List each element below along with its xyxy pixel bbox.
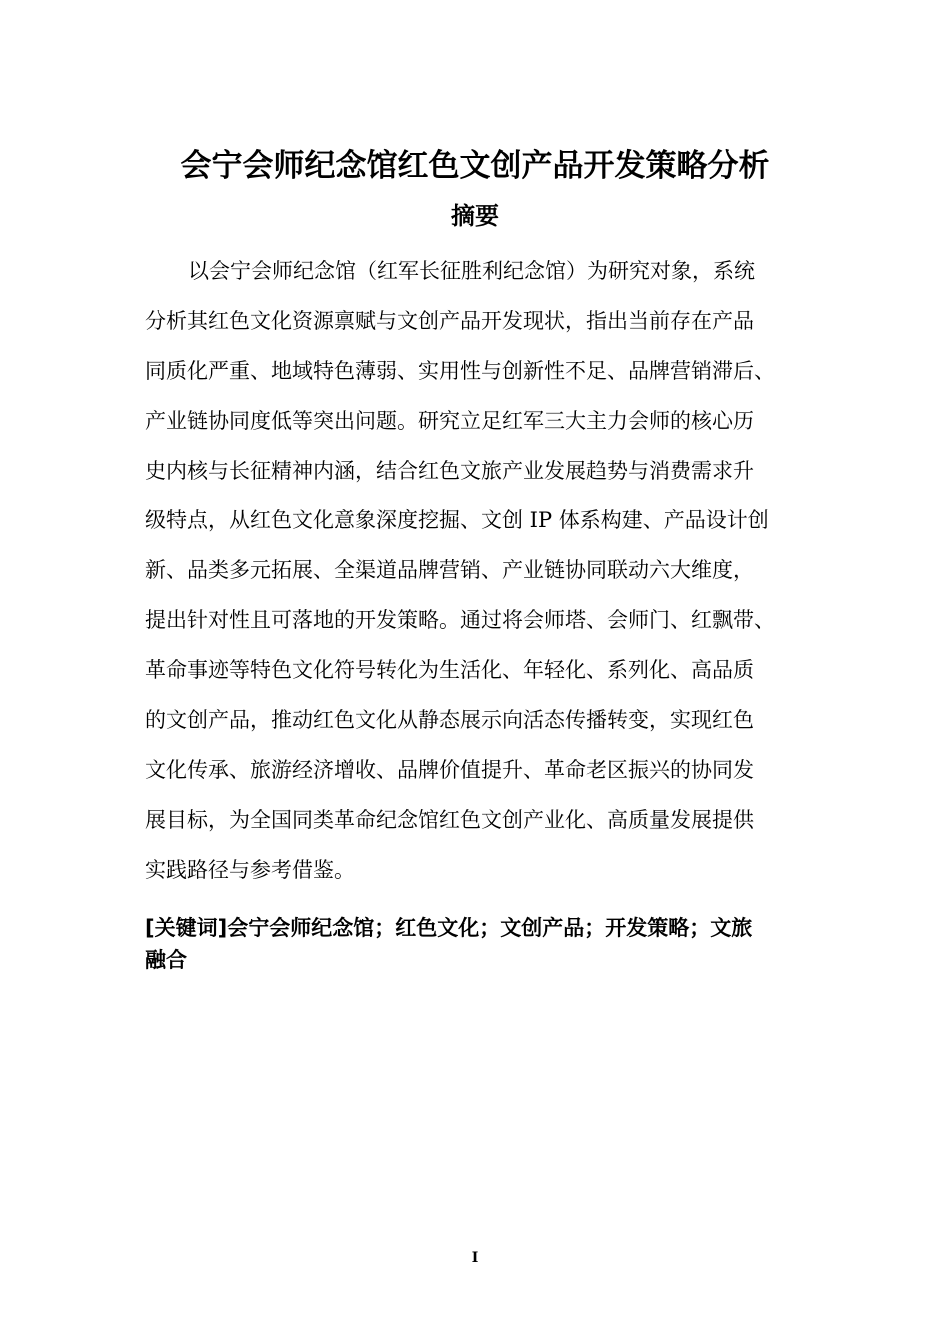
abstract-line: 实践路径与参考借鉴。 — [145, 857, 355, 882]
abstract-line: 同质化严重、地域特色薄弱、实用性与创新性不足、品牌营销滞后、 — [145, 358, 775, 383]
abstract-line: 史内核与长征精神内涵，结合红色文旅产业发展趋势与消费需求升 — [145, 458, 754, 483]
abstract-line: 分析其红色文化资源禀赋与文创产品开发现状，指出当前存在产品 — [145, 308, 754, 333]
abstract-line: 文化传承、旅游经济增收、品牌价值提升、革命老区振兴的协同发 — [145, 757, 754, 782]
abstract-line: 展目标，为全国同类革命纪念馆红色文创产业化、高质量发展提供 — [145, 807, 754, 832]
abstract-line: 产业链协同度低等突出问题。研究立足红军三大主力会师的核心历 — [145, 408, 754, 433]
abstract-line: 级特点，从红色文化意象深度挖掘、文创 IP 体系构建、产品设计创 — [145, 508, 769, 533]
keywords-line: 融合 — [145, 948, 187, 972]
page-number: I — [471, 1250, 479, 1266]
abstract-heading: 摘要 — [451, 202, 499, 230]
abstract-line: 以会宁会师纪念馆（红军长征胜利纪念馆）为研究对象，系统 — [188, 259, 755, 283]
abstract-line: 提出针对性且可落地的开发策略。通过将会师塔、会师门、红飘带、 — [145, 608, 775, 633]
abstract-body — [145, 247, 825, 896]
abstract-line: 革命事迹等特色文化符号转化为生活化、年轻化、系列化、高品质 — [145, 658, 754, 683]
abstract-line: 新、品类多元拓展、全渠道品牌营销、产业链协同联动六大维度， — [145, 558, 754, 583]
page-title: 会宁会师纪念馆红色文创产品开发策略分析 — [180, 148, 770, 184]
keywords — [145, 912, 825, 976]
keywords-line: [关键词]会宁会师纪念馆；红色文化；文创产品；开发策略；文旅 — [145, 916, 753, 940]
abstract-line: 的文创产品，推动红色文化从静态展示向活态传播转变，实现红色 — [145, 708, 754, 733]
